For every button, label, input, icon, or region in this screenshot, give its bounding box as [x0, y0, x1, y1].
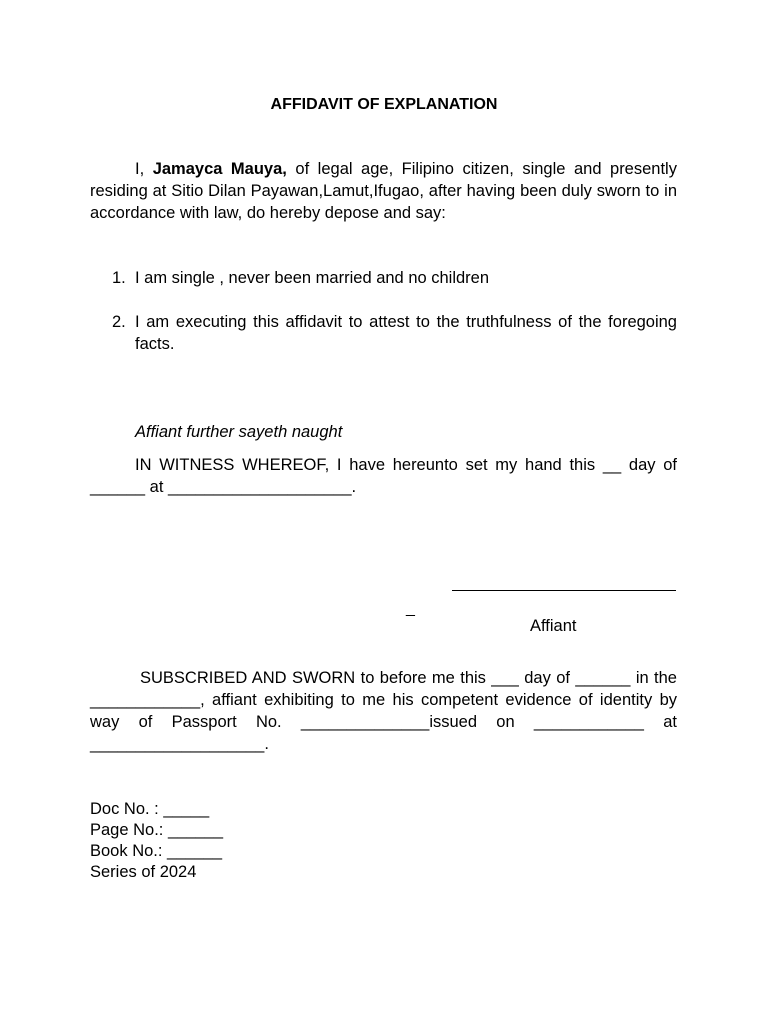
list-text: I am executing this affidavit to attest to the truthfulness of the foregoing facts.	[135, 313, 677, 353]
statement-list-item-1	[90, 267, 677, 289]
intro-body: of legal age, Filipino citizen, single and presently residing at Sitio Dilan Payawan,Lamut,Ifugao, after having been duly sworn to in accordance with law, do hereby depose and say:	[90, 160, 677, 222]
list-text: I am single , never been married and no children	[135, 269, 490, 287]
affiant-name: Jamayca Mauya,	[152, 160, 287, 178]
series: Series of 2024	[90, 863, 197, 881]
witness-paragraph	[90, 454, 677, 498]
notary-block	[90, 799, 223, 883]
list-item	[90, 311, 677, 355]
witness-text: IN WITNESS WHEREOF, I have hereunto set my hand this __ day of ______ at ____________________.	[90, 456, 677, 496]
book-no: Book No.: ______	[90, 842, 223, 860]
signature-dash: _	[406, 600, 415, 617]
subscribed-paragraph	[90, 667, 677, 755]
doc-no: Doc No. : _____	[90, 800, 210, 818]
list-item	[90, 267, 677, 289]
list-number: 2.	[112, 313, 126, 331]
document-title: AFFIDAVIT OF EXPLANATION	[270, 96, 498, 113]
intro-paragraph	[90, 158, 677, 224]
list-number: 1.	[112, 269, 126, 287]
signature-line	[452, 590, 676, 591]
statement-list-item-2	[90, 311, 677, 355]
affiant-label: Affiant	[530, 617, 577, 635]
page-no: Page No.: ______	[90, 821, 224, 839]
further-sayeth-line: Affiant further sayeth naught	[135, 423, 343, 441]
intro-prefix: I,	[135, 160, 153, 178]
subscribed-text: SUBSCRIBED AND SWORN to before me this ___ day of ______ in the ____________, affiant exhibiting to me his competent evidence of identity by way of Passport No. ______________issued on ____________ at ___________________.	[90, 669, 677, 753]
